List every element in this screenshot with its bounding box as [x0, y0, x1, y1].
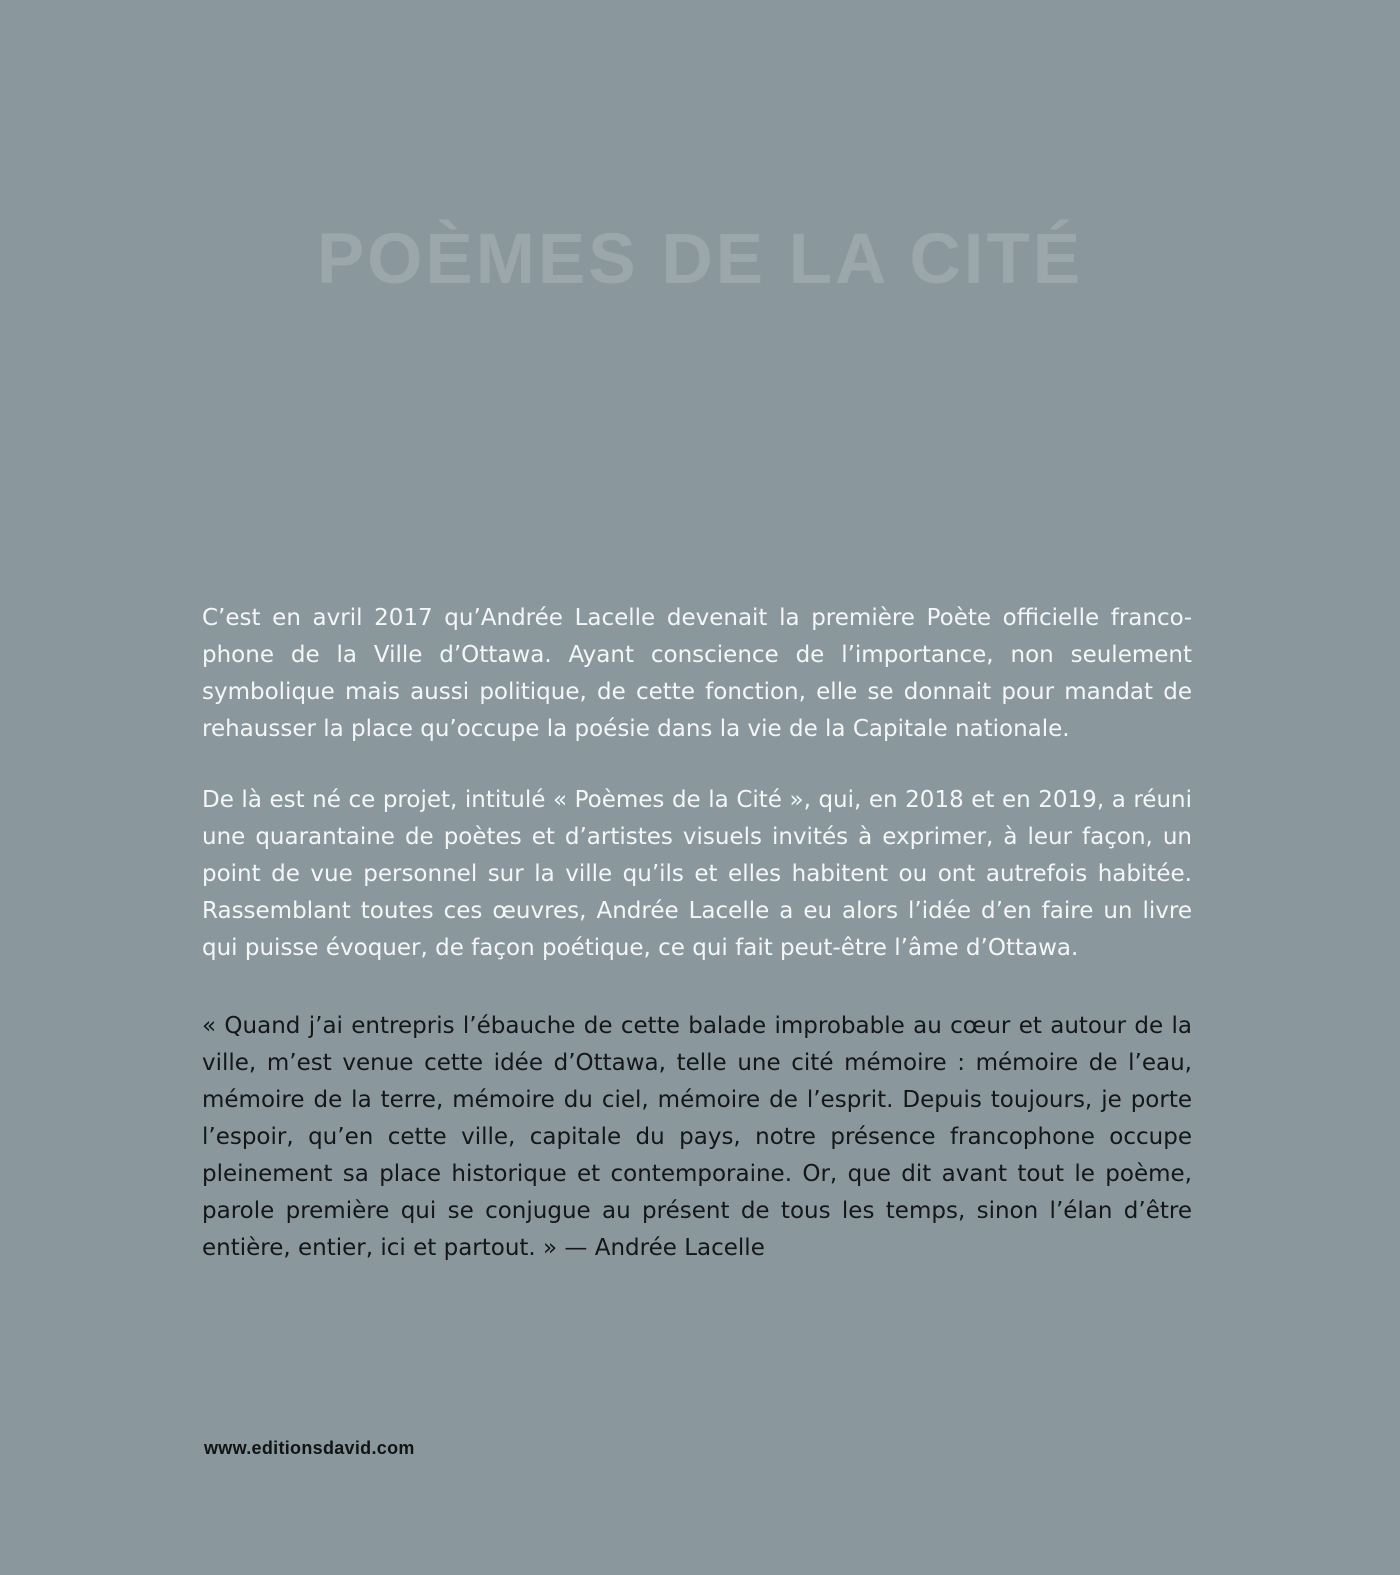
intro-paragraph: C’est en avril 2017 qu’Andrée Lacelle devenait la première Poète officielle francophone de la Ville d’Ottawa. Ayant conscience de l’importance, non seulement symbolique mais aussi politique, de cette fonction, elle se donnait pour mandat de rehausser la place qu’occupe la poésie dans la vie de la Capitale nationale.	[202, 605, 1192, 742]
project-paragraph: De là est né ce projet, intitulé « Poèmes de la Cité », qui, en 2018 et en 2019, a réuni une quarantaine de poètes et d’artistes visuels invités à exprimer, à leur façon, un point de vue personnel sur la ville qu’ils et elles habitent ou ont autrefois habitée. Rassemblant toutes ces œuvres, Andrée Lacelle a eu alors l’idée d’en faire un livre qui puisse évoquer, de façon poétique, ce qui fait peut-être l’âme d’Ottawa.	[202, 787, 1192, 961]
publisher-website: www.editionsdavid.com	[204, 1438, 415, 1458]
author-quote: « Quand j’ai entrepris l’ébauche de cette balade improbable au cœur et autour de la ville, m’est venue cette idée d’Ottawa, telle une cité mémoire : mémoire de l’eau, mémoire de la terre, mémoire du ciel, mémoire de l’esprit. Depuis toujours, je porte l’espoir, qu’en cette ville, capitale du pays, notre présence francophone occupe pleinement sa place historique et contemporaine. Or, que dit avant tout le poème, parole première qui se conjugue au présent de tous les temps, sinon l’élan d’être entière, entier, ici et partout. » — Andrée Lacelle	[202, 1013, 1192, 1261]
book-title: POÈMES DE LA CITÉ	[316, 220, 1084, 299]
